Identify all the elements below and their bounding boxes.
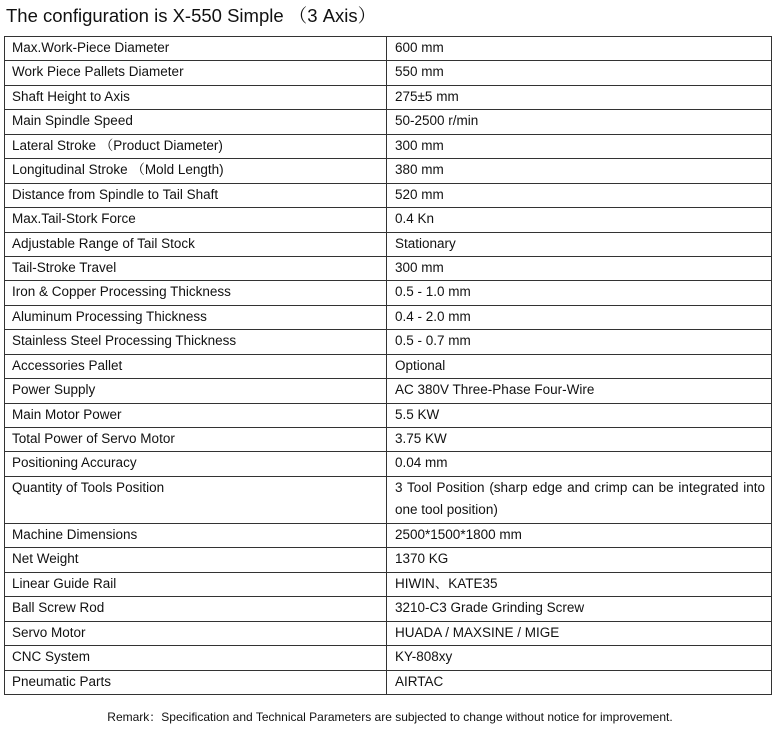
spec-value: 3210-C3 Grade Grinding Screw xyxy=(387,597,772,621)
spec-name: Servo Motor xyxy=(5,621,387,645)
spec-value: 3.75 KW xyxy=(387,428,772,452)
spec-name: Positioning Accuracy xyxy=(5,452,387,476)
spec-value: 0.04 mm xyxy=(387,452,772,476)
spec-row xyxy=(5,670,772,694)
spec-row xyxy=(5,208,772,232)
spec-value: 1370 KG xyxy=(387,548,772,572)
spec-value: 3 Tool Position (sharp edge and crimp can be integrated into one tool position) xyxy=(387,476,772,523)
spec-value: Stationary xyxy=(387,232,772,256)
spec-name: Tail-Stroke Travel xyxy=(5,256,387,280)
spec-row xyxy=(5,428,772,452)
spec-name: Max.Tail-Stork Force xyxy=(5,208,387,232)
remark-note: Remark：Specification and Technical Parameters are subjected to change without notice for improvement. xyxy=(107,710,673,724)
spec-value: 300 mm xyxy=(387,134,772,158)
spec-value: 600 mm xyxy=(387,37,772,61)
spec-name: Aluminum Processing Thickness xyxy=(5,305,387,329)
spec-value: 0.4 Kn xyxy=(387,208,772,232)
spec-value: 0.5 - 0.7 mm xyxy=(387,330,772,354)
spec-name: Work Piece Pallets Diameter xyxy=(5,61,387,85)
spec-row xyxy=(5,134,772,158)
spec-row xyxy=(5,232,772,256)
spec-row xyxy=(5,403,772,427)
spec-value: HUADA / MAXSINE / MIGE xyxy=(387,621,772,645)
spec-value: 300 mm xyxy=(387,256,772,280)
spec-row xyxy=(5,379,772,403)
spec-name: Ball Screw Rod xyxy=(5,597,387,621)
page-title: The configuration is X-550 Simple （3 Axis） xyxy=(6,5,377,26)
spec-name: Net Weight xyxy=(5,548,387,572)
spec-row xyxy=(5,476,772,523)
spec-row xyxy=(5,354,772,378)
spec-value: HIWIN、KATE35 xyxy=(387,572,772,596)
spec-row xyxy=(5,85,772,109)
spec-row xyxy=(5,110,772,134)
spec-row xyxy=(5,37,772,61)
spec-name: Accessories Pallet xyxy=(5,354,387,378)
spec-value: 0.4 - 2.0 mm xyxy=(387,305,772,329)
spec-row xyxy=(5,548,772,572)
spec-value: 380 mm xyxy=(387,159,772,183)
spec-name: Iron & Copper Processing Thickness xyxy=(5,281,387,305)
spec-row xyxy=(5,159,772,183)
spec-row xyxy=(5,330,772,354)
spec-row xyxy=(5,183,772,207)
spec-row xyxy=(5,305,772,329)
spec-row xyxy=(5,646,772,670)
spec-value: 275±5 mm xyxy=(387,85,772,109)
spec-row xyxy=(5,452,772,476)
spec-name: Power Supply xyxy=(5,379,387,403)
spec-name: Max.Work-Piece Diameter xyxy=(5,37,387,61)
spec-name: CNC System xyxy=(5,646,387,670)
spec-value: Optional xyxy=(387,354,772,378)
spec-name: Lateral Stroke （Product Diameter) xyxy=(5,134,387,158)
spec-table xyxy=(4,36,772,695)
spec-name: Longitudinal Stroke （Mold Length) xyxy=(5,159,387,183)
spec-value: AC 380V Three-Phase Four-Wire xyxy=(387,379,772,403)
spec-name: Linear Guide Rail xyxy=(5,572,387,596)
spec-name: Main Motor Power xyxy=(5,403,387,427)
spec-name: Pneumatic Parts xyxy=(5,670,387,694)
spec-row xyxy=(5,61,772,85)
spec-name: Machine Dimensions xyxy=(5,523,387,547)
spec-value: 550 mm xyxy=(387,61,772,85)
spec-value: AIRTAC xyxy=(387,670,772,694)
spec-value: 5.5 KW xyxy=(387,403,772,427)
spec-name: Main Spindle Speed xyxy=(5,110,387,134)
spec-name: Quantity of Tools Position xyxy=(5,476,387,523)
spec-value: 520 mm xyxy=(387,183,772,207)
spec-value: 0.5 - 1.0 mm xyxy=(387,281,772,305)
spec-value: 50-2500 r/min xyxy=(387,110,772,134)
spec-value: KY-808xy xyxy=(387,646,772,670)
spec-row xyxy=(5,256,772,280)
spec-row xyxy=(5,621,772,645)
spec-row xyxy=(5,597,772,621)
spec-name: Distance from Spindle to Tail Shaft xyxy=(5,183,387,207)
spec-name: Adjustable Range of Tail Stock xyxy=(5,232,387,256)
spec-name: Total Power of Servo Motor xyxy=(5,428,387,452)
spec-row xyxy=(5,523,772,547)
spec-name: Stainless Steel Processing Thickness xyxy=(5,330,387,354)
spec-name: Shaft Height to Axis xyxy=(5,85,387,109)
spec-row xyxy=(5,572,772,596)
spec-row xyxy=(5,281,772,305)
spec-value: 2500*1500*1800 mm xyxy=(387,523,772,547)
